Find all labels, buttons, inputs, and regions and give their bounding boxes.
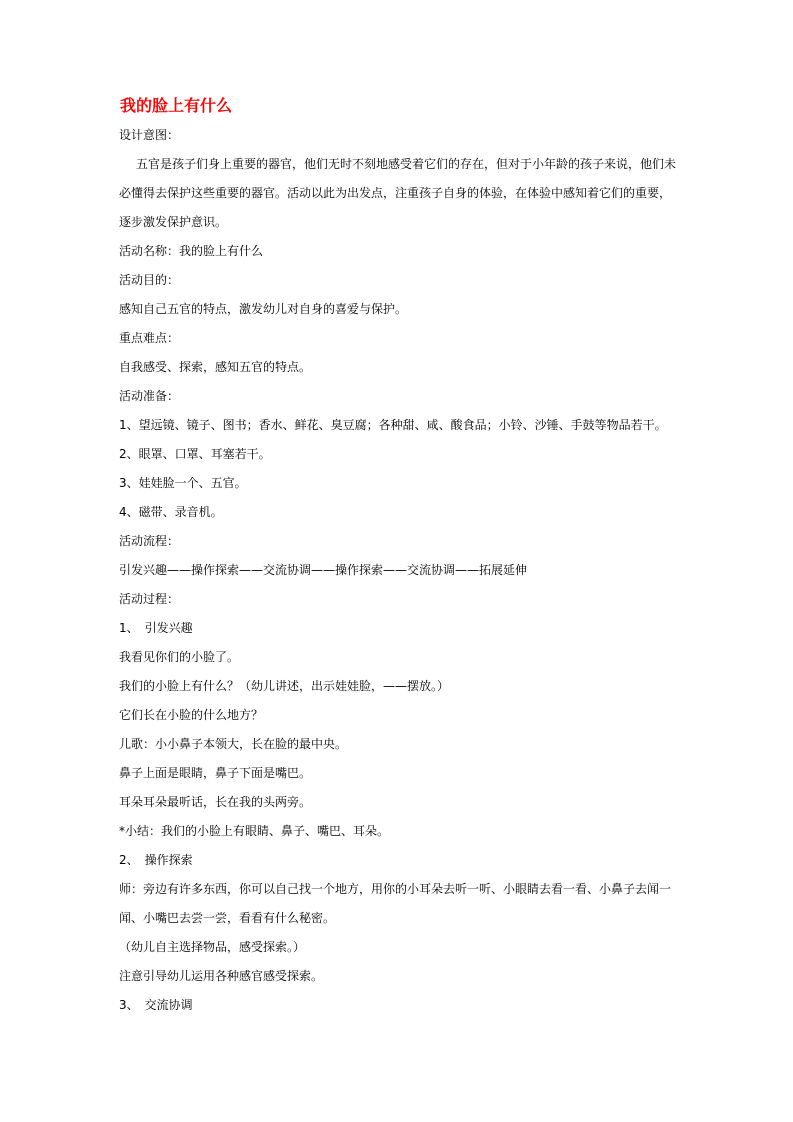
paragraph-line: 它们长在小脸的什么地方？ (119, 708, 264, 722)
section-label-preparation: 活动准备： (119, 389, 180, 403)
list-item: 3、娃娃脸一个、五官。 (119, 476, 247, 490)
paragraph-line: 注意引导幼儿运用各种感官感受探索。 (119, 969, 324, 983)
paragraph-line: 我看见你们的小脸了。 (119, 650, 240, 664)
list-item: 4、磁带、录音机。 (119, 505, 223, 519)
paragraph-line: 师：旁边有许多东西，你可以自己找一个地方，用你的小耳朵去听一听、小眼睛去看一看、小鼻子去闻一 (119, 882, 672, 896)
paragraph-line: （幼儿自主选择物品，感受探索。） (119, 940, 306, 954)
paragraph-line: 儿歌：小小鼻子本领大，长在脸的最中央。 (119, 737, 348, 751)
section-label-design: 设计意图： (119, 128, 180, 142)
step-heading: 2、 操作探索 (119, 853, 193, 867)
paragraph-line: 自我感受、探索，感知五官的特点。 (119, 360, 312, 374)
section-label-key-points: 重点难点： (119, 331, 180, 345)
paragraph-line: 闻、小嘴巴去尝一尝，看看有什么秘密。 (119, 911, 336, 925)
list-item: 1、望远镜、镜子、图书；香水、鲜花、臭豆腐；各种甜、咸、酸食品；小铃、沙锤、手鼓等物品若干。 (119, 418, 667, 432)
activity-name: 活动名称：我的脸上有什么 (119, 244, 264, 258)
paragraph-line: 耳朵耳朵最听话，长在我的头两旁。 (119, 795, 312, 809)
step-heading: 3、 交流协调 (119, 998, 193, 1012)
step-heading: 1、 引发兴趣 (119, 621, 193, 635)
section-label-goal: 活动目的： (119, 273, 180, 287)
list-item: 2、眼罩、口罩、耳塞若干。 (119, 447, 271, 461)
document-body (119, 121, 679, 1020)
paragraph-line: 逐步激发保护意识。 (119, 215, 228, 229)
section-label-process: 活动过程： (119, 592, 180, 606)
paragraph-line: 我们的小脸上有什么？（幼儿讲述，出示娃娃脸，——摆放。） (119, 679, 450, 693)
summary-line: *小结：我们的小脸上有眼睛、鼻子、嘴巴、耳朵。 (119, 824, 390, 838)
section-label-flow: 活动流程： (119, 534, 180, 548)
paragraph-line: 感知自己五官的特点，激发幼儿对自身的喜爱与保护。 (119, 302, 408, 316)
document-title: 我的脸上有什么 (120, 96, 233, 115)
paragraph-line: 五官是孩子们身上重要的器官，他们无时不刻地感受着它们的存在，但对于小年龄的孩子来说，他们未 (136, 157, 677, 171)
paragraph-line: 鼻子上面是眼睛，鼻子下面是嘴巴。 (119, 766, 312, 780)
paragraph-line: 必懂得去保护这些重要的器官。活动以此为出发点，注重孩子自身的体验，在体验中感知着它们的重要， (119, 186, 672, 200)
paragraph-line: 引发兴趣——操作探索——交流协调——操作探索——交流协调——拓展延伸 (119, 563, 528, 577)
